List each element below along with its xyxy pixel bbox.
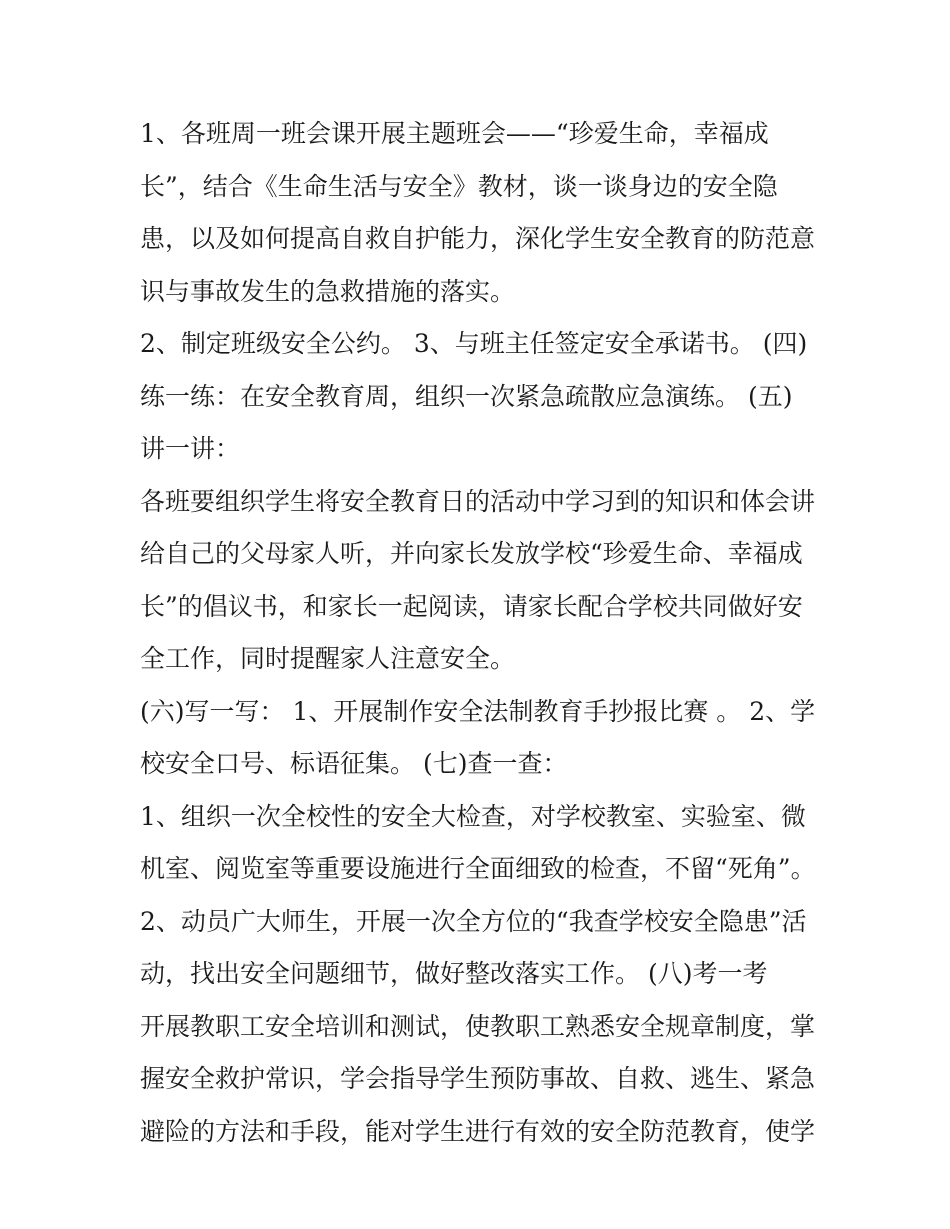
text-line: 长”的倡议书，和家长一起阅读，请家长配合学校共同做好安 — [140, 591, 803, 621]
text-line: (六)写一写： 1、开展制作安全法制教育手抄报比赛 。 2、学 — [140, 696, 816, 726]
text-line: 避险的方法和手段，能对学生进行有效的安全防范教育，使学 — [140, 1116, 816, 1146]
text-line: 患，以及如何提高自救自护能力，深化学生安全教育的防范意 — [140, 224, 816, 253]
text-line: 识与事故发生的急救措施的落实。 — [140, 276, 516, 306]
text-line: 长”，结合《生命生活与安全》教材，谈一谈身边的安全隐 — [140, 171, 778, 201]
text-line: 校安全口号、标语征集。 (七)查一查： — [140, 749, 568, 778]
text-line: 握安全救护常识，学会指导学生预防事故、自救、逃生、紧急 — [140, 1064, 816, 1093]
text-line: 1、各班周一班会课开展主题班会——“珍爱生命，幸福成 — [140, 119, 769, 148]
text-line: 机室、阅览室等重要设施进行全面细致的检查，不留“死角”。 — [140, 854, 816, 883]
text-line: 动，找出安全问题细节，做好整改落实工作。 (八)考一考 — [140, 959, 768, 988]
text-line: 开展教职工安全培训和测试，使教职工熟悉安全规章制度，掌 — [140, 1011, 816, 1041]
text-line: 全工作，同时提醒家人注意安全。 — [140, 644, 516, 673]
text-line: 练一练：在安全教育周，组织一次紧急疏散应急演练。 (五) — [140, 381, 793, 411]
text-line: 2、制定班级安全公约。 3、与班主任签定安全承诺书。 (四) — [140, 329, 808, 358]
document-body — [140, 108, 830, 1158]
text-line: 讲一讲： — [140, 434, 241, 463]
text-line: 各班要组织学生将安全教育日的活动中学习到的知识和体会讲 — [140, 486, 816, 516]
text-line: 1、组织一次全校性的安全大检查，对学校教室、实验室、微 — [140, 801, 806, 831]
text-line: 给自己的父母家人听，并向家长发放学校“珍爱生命、幸福成 — [140, 539, 803, 568]
text-line: 2、动员广大师生，开展一次全方位的“我查学校安全隐患”活 — [140, 906, 807, 936]
